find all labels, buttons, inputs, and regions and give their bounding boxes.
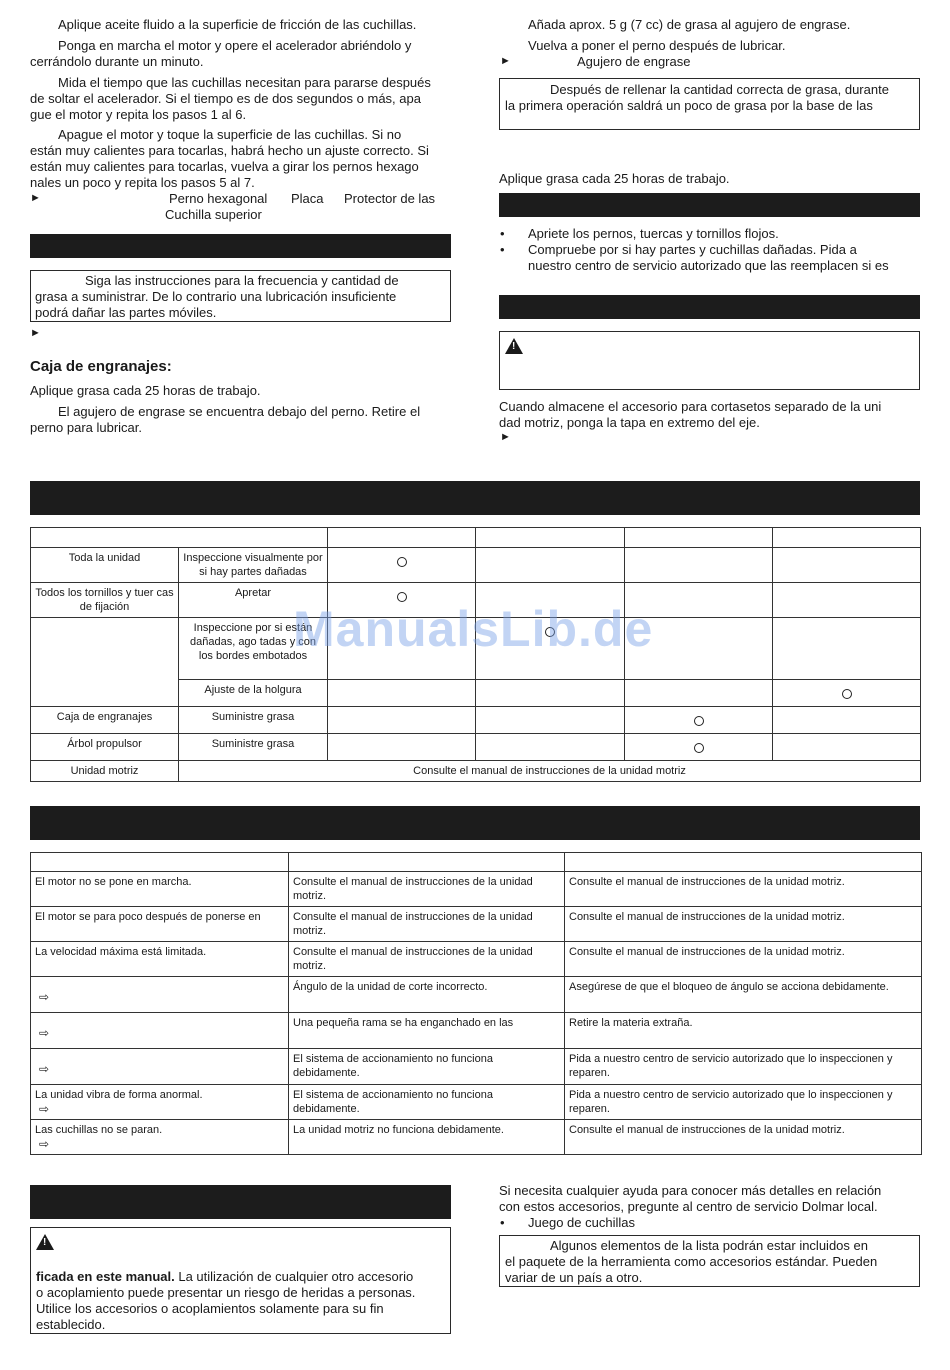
maint-mark-cell (773, 734, 921, 761)
maint-mark-cell (773, 548, 921, 583)
left-paragraph-1: Aplique aceite fluido a la superficie de fricción de las cuchillas. (58, 17, 417, 32)
maint-action: Inspeccione visualmente por si hay partes dañadas (179, 548, 328, 583)
note-acc-line-2: el paquete de la herramienta como accesorios estándar. Pueden (505, 1254, 878, 1269)
maint-mark-cell (773, 680, 921, 707)
warning-bold: ficada en este manual. (36, 1269, 175, 1284)
trouble-problem-text: La velocidad máxima está limitada. (35, 946, 207, 958)
check-circle-icon (842, 689, 852, 699)
note-line-2: grasa a suministrar. De lo contrario una lubricación insuficiente (35, 289, 397, 304)
trouble-row (31, 907, 922, 942)
trouble-problem-text: La unidad vibra de forma anormal. (35, 1089, 203, 1101)
accessories-bullet-text: Juego de cuchillas (528, 1215, 635, 1230)
note-box-accessories (499, 1235, 920, 1287)
trouble-problem (31, 1049, 289, 1085)
maintenance-header-cell (625, 528, 773, 548)
section-header-bar-inspection (499, 193, 920, 217)
left-paragraph-3a: Mida el tiempo que las cuchillas necesitan para pararse después (58, 75, 431, 90)
maintenance-row (31, 707, 921, 734)
left-paragraph-4c: están muy calientes para tocarlas, vuelva a girar los pernos hexago (30, 159, 419, 174)
trouble-problem-text: El motor no se pone en marcha. (35, 876, 192, 888)
left-paragraph-2a: Ponga en marcha el motor y opere el acelerador abriéndolo y (58, 38, 412, 53)
trouble-header-row (31, 853, 922, 872)
accessories-paragraph-a: Si necesita cualquier ayuda para conocer más detalles en relación (499, 1183, 882, 1198)
right-paragraph-1: Añada aprox. 5 g (7 cc) de grasa al agujero de engrase. (528, 17, 851, 32)
warning-box-accessories (30, 1227, 451, 1334)
note-acc-line-1: Algunos elementos de la lista podrán estar incluidos en (550, 1238, 868, 1253)
section-header-bar-accessories (30, 1185, 451, 1219)
check-circle-icon (694, 743, 704, 753)
trouble-cause: Ángulo de la unidad de corte incorrecto. (289, 977, 565, 1013)
left-paragraph-2b: cerrándolo durante un minuto. (30, 54, 204, 69)
left-paragraph-4a: Apague el motor y toque la superficie de las cuchillas. Si no (58, 127, 402, 142)
warning-icon (505, 338, 523, 354)
trouble-row (31, 942, 922, 977)
bullet-1: • (500, 226, 505, 241)
maint-action: Inspeccione por si están dañadas, ago tadas y con los bordes embotados (179, 618, 328, 680)
maint-mark-cell (328, 680, 476, 707)
bullet-text-2b: nuestro centro de servicio autorizado que las reemplacen si es (528, 258, 889, 273)
trouble-cause: El sistema de accionamiento no funciona debidamente. (289, 1085, 565, 1120)
maint-part: Unidad motriz (31, 761, 179, 782)
figure-label-upper-blade: Cuchilla superior (165, 207, 262, 222)
note-box-lubrication (30, 270, 451, 322)
arrow-right-icon: ⇨ (39, 1102, 50, 1116)
maint-action: Suministre grasa (179, 707, 328, 734)
trouble-problem-text: Las cuchillas no se paran. (35, 1124, 163, 1136)
warning-line-3: Utilice los accesorios o acoplamientos solamente para su fin (36, 1301, 384, 1316)
gearbox-heading: Caja de engranajes: (30, 358, 172, 375)
watermark: ManualsLib.de (293, 601, 654, 657)
warning-line-1 (36, 1269, 413, 1285)
maint-part: Árbol propulsor (31, 734, 179, 761)
maintenance-header-cell (476, 528, 625, 548)
maint-mark-cell (476, 707, 625, 734)
left-paragraph-4d: nales un poco y repita los pasos 5 al 7. (30, 175, 255, 190)
maint-part (31, 618, 179, 707)
trouble-header-cell (565, 853, 922, 872)
troubleshooting-table (30, 852, 922, 1155)
maintenance-row-power-unit (31, 761, 921, 782)
maint-part: Toda la unidad (31, 548, 179, 583)
right-paragraph-2: Vuelva a poner el perno después de lubricar. (528, 38, 786, 53)
maint-mark-cell (328, 548, 476, 583)
trouble-row (31, 1049, 922, 1085)
trouble-problem (31, 1013, 289, 1049)
left-paragraph-3c: gue el motor y repita los pasos 1 al 6. (30, 107, 247, 122)
maint-mark-cell (625, 548, 773, 583)
gearbox-paragraph-1: Aplique grasa cada 25 horas de trabajo. (30, 383, 261, 398)
note-grease-line-1: Después de rellenar la cantidad correcta de grasa, durante (550, 82, 889, 97)
accessories-paragraph-b: con estos accesorios, pregunte al centro de servicio Dolmar local. (499, 1199, 878, 1214)
arrow-right-icon: ⇨ (39, 990, 50, 1004)
storage-paragraph-a: Cuando almacene el accesorio para cortasetos separado de la uni (499, 399, 882, 414)
trouble-remedy: Pida a nuestro centro de servicio autorizado que lo inspeccionen y reparen. (565, 1049, 922, 1085)
trouble-problem (31, 1120, 289, 1155)
figure-arrow: ► (30, 192, 41, 204)
trouble-row (31, 977, 922, 1013)
trouble-header-cell (289, 853, 565, 872)
storage-arrow: ► (500, 431, 511, 443)
trouble-cause: Consulte el manual de instrucciones de la unidad motriz. (289, 907, 565, 942)
maint-mark-cell (476, 548, 625, 583)
gearbox-paragraph-2a: El agujero de engrase se encuentra debajo del perno. Retire el (58, 404, 421, 419)
maint-mark-cell (773, 618, 921, 680)
trouble-row (31, 1013, 922, 1049)
trouble-remedy: Pida a nuestro centro de servicio autorizado que lo inspeccionen y reparen. (565, 1085, 922, 1120)
arrow-right-icon: ⇨ (39, 1026, 50, 1040)
check-circle-icon (397, 557, 407, 567)
trouble-remedy: Consulte el manual de instrucciones de la unidad motriz. (565, 942, 922, 977)
bullet-text-1: Apriete los pernos, tuercas y tornillos flojos. (528, 226, 779, 241)
maint-mark-cell (328, 734, 476, 761)
figure-label-protector: Protector de las (344, 191, 436, 206)
right-figure-arrow: ► (500, 55, 511, 67)
trouble-cause: Consulte el manual de instrucciones de la unidad motriz. (289, 942, 565, 977)
maint-action: Ajuste de la holgura (179, 680, 328, 707)
maint-mark-cell (625, 707, 773, 734)
check-circle-icon (694, 716, 704, 726)
trouble-problem (31, 907, 289, 942)
right-figure-label: Agujero de engrase (577, 54, 691, 69)
maint-part: Todos los tornillos y tuer cas de fijación (31, 583, 179, 618)
bullet-text-2a: Compruebe por si hay partes y cuchillas dañadas. Pida a (528, 242, 857, 257)
maint-mark-cell (476, 680, 625, 707)
maint-action: Suministre grasa (179, 734, 328, 761)
trouble-row (31, 872, 922, 907)
section-header-bar-storage (499, 295, 920, 319)
trouble-problem (31, 872, 289, 907)
section-header-bar-maintenance (30, 481, 920, 515)
maint-action: Apretar (179, 583, 328, 618)
note-line-3: podrá dañar las partes móviles. (35, 305, 217, 320)
warning-box-storage (499, 331, 920, 390)
trouble-remedy: Consulte el manual de instrucciones de la unidad motriz. (565, 872, 922, 907)
maint-mark-cell (773, 583, 921, 618)
maint-mark-cell (476, 734, 625, 761)
trouble-cause: Una pequeña rama se ha enganchado en las (289, 1013, 565, 1049)
trouble-cause: Consulte el manual de instrucciones de la unidad motriz. (289, 872, 565, 907)
accessories-bullet: • (500, 1215, 505, 1230)
trouble-row (31, 1120, 922, 1155)
warning-line-2: o acoplamiento puede presentar un riesgo de heridas a personas. (36, 1285, 416, 1300)
trouble-cause: El sistema de accionamiento no funciona debidamente. (289, 1049, 565, 1085)
warning-line-4: establecido. (36, 1317, 106, 1332)
trouble-row (31, 1085, 922, 1120)
trouble-header-cell (31, 853, 289, 872)
trouble-problem (31, 942, 289, 977)
trouble-problem-text: El motor se para poco después de ponerse en (35, 911, 261, 923)
maintenance-header-cell (773, 528, 921, 548)
note-acc-line-3: variar de un país a otro. (505, 1270, 643, 1285)
figure-label-plate: Placa (291, 191, 324, 206)
warning-icon (36, 1234, 54, 1250)
trouble-problem (31, 1085, 289, 1120)
trouble-remedy: Retire la materia extraña. (565, 1013, 922, 1049)
trouble-problem (31, 977, 289, 1013)
trouble-remedy: Asegúrese de que el bloqueo de ángulo se acciona debidamente. (565, 977, 922, 1013)
left-paragraph-4b: están muy calientes para tocarlas, habrá hecho un ajuste correcto. Si (30, 143, 429, 158)
section-header-bar-troubleshooting (30, 806, 920, 840)
maintenance-row (31, 548, 921, 583)
maintenance-header-row (31, 528, 921, 548)
arrow-right-icon: ⇨ (39, 1062, 50, 1076)
section-header-bar-lubrication (30, 234, 451, 258)
trouble-remedy: Consulte el manual de instrucciones de la unidad motriz. (565, 1120, 922, 1155)
maint-mark-cell (625, 734, 773, 761)
maint-mark-cell (625, 680, 773, 707)
trouble-cause: La unidad motriz no funciona debidamente. (289, 1120, 565, 1155)
bullet-2: • (500, 242, 505, 257)
figure-arrow-2: ► (30, 327, 41, 339)
figure-label-hex-bolt: Perno hexagonal (169, 191, 268, 206)
maint-mark-cell (328, 707, 476, 734)
maint-unit-ref: Consulte el manual de instrucciones de la unidad motriz (179, 761, 921, 782)
note-grease-line-2: la primera operación saldrá un poco de grasa por la base de las (505, 98, 873, 113)
maint-part: Caja de engranajes (31, 707, 179, 734)
left-paragraph-3b: de soltar el acelerador. Si el tiempo es de dos segundos o más, apa (30, 91, 421, 106)
gearbox-paragraph-2b: perno para lubricar. (30, 420, 143, 435)
maint-mark-cell (773, 707, 921, 734)
warning-rest: La utilización de cualquier otro accesorio (174, 1269, 414, 1284)
storage-paragraph-b: dad motriz, ponga la tapa en extremo del eje. (499, 415, 760, 430)
trouble-remedy: Consulte el manual de instrucciones de la unidad motriz. (565, 907, 922, 942)
note-box-grease (499, 78, 920, 130)
maintenance-row (31, 734, 921, 761)
maintenance-header-cell (31, 528, 328, 548)
right-paragraph-3: Aplique grasa cada 25 horas de trabajo. (499, 171, 730, 186)
arrow-right-icon: ⇨ (39, 1137, 50, 1151)
maintenance-header-cell (328, 528, 476, 548)
note-line-1: Siga las instrucciones para la frecuencia y cantidad de (85, 273, 399, 288)
